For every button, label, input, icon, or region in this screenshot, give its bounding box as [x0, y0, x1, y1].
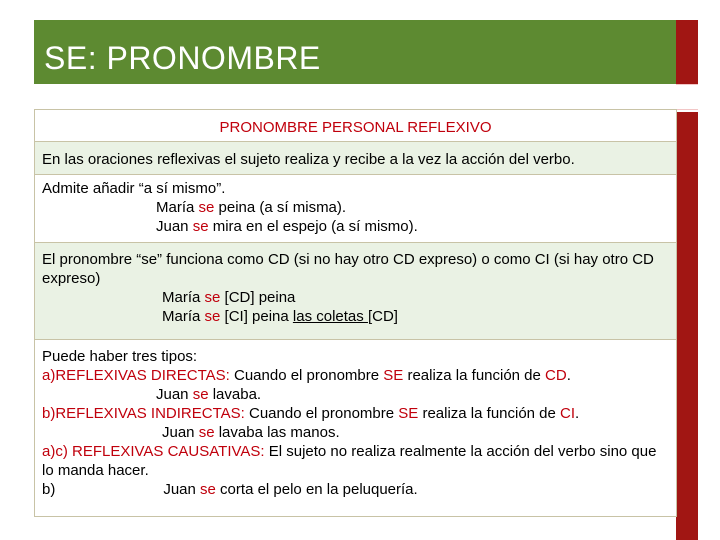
- example-text: María: [162, 308, 205, 325]
- tipo-b: [42, 404, 669, 423]
- content-table: [34, 109, 677, 517]
- example-text: Juan: [156, 218, 193, 235]
- example-text: lavaba.: [208, 386, 262, 403]
- admite-row: [35, 175, 676, 243]
- admite-example-1: [42, 198, 669, 217]
- tipo-text: Cuando el pronombre: [229, 367, 384, 384]
- table-header-row: [35, 110, 676, 142]
- underlined-text: las coletas: [292, 308, 368, 325]
- example-text: Juan: [163, 481, 201, 498]
- example-text: [CI] peina: [220, 308, 293, 325]
- slide-title: SE: PRONOMBRE: [44, 40, 321, 76]
- se-highlight: se: [200, 481, 216, 498]
- tipo-text: realiza la función de: [418, 405, 561, 422]
- table-header: PRONOMBRE PERSONAL REFLEXIVO: [219, 119, 492, 136]
- se-highlight: se: [204, 308, 221, 325]
- tipo-label: a)REFLEXIVAS DIRECTAS:: [42, 367, 230, 384]
- right-red-block-bottom: [676, 112, 698, 540]
- tipo-b-example: [42, 423, 669, 442]
- tipos-row: [35, 340, 676, 516]
- tipos-intro: Puede haber tres tipos:: [42, 348, 198, 365]
- example-text: [CD]: [367, 308, 398, 325]
- tipo-a: [42, 366, 669, 385]
- tipo-label: a)c) REFLEXIVAS CAUSATIVAS:: [42, 443, 265, 460]
- example-text: lavaba las manos.: [214, 424, 340, 441]
- funciona-example-2: [42, 307, 669, 326]
- tipo-text: .: [566, 367, 571, 384]
- example-text: Juan: [156, 386, 193, 403]
- definition-text: En las oraciones reflexivas el sujeto realiza y recibe a la vez la acción del verbo.: [42, 151, 575, 168]
- example-text: María: [156, 199, 199, 216]
- tipo-text: Cuando el pronombre: [244, 405, 399, 422]
- example-text: mira en el espejo (a sí mismo).: [208, 218, 418, 235]
- definition-row: [35, 142, 676, 175]
- se-highlight: SE: [383, 367, 404, 384]
- example-label: b): [42, 481, 56, 498]
- admite-example-2: [42, 217, 669, 236]
- funciona-example-1: [42, 288, 669, 307]
- example-text: corta el pelo en la peluquería.: [215, 481, 418, 498]
- tipo-text: .: [575, 405, 580, 422]
- admite-intro: Admite añadir “a sí mismo”.: [42, 180, 226, 197]
- se-highlight: se: [204, 289, 221, 306]
- tipo-c: [42, 442, 669, 480]
- function-highlight: CD: [545, 367, 567, 384]
- example-text: María: [162, 289, 205, 306]
- se-highlight: se: [192, 386, 209, 403]
- example-text: peina (a sí misma).: [214, 199, 347, 216]
- funciona-row: [35, 243, 676, 340]
- right-divider-line: [676, 84, 698, 85]
- tipo-c-example: [42, 480, 669, 499]
- function-highlight: CI: [560, 405, 576, 422]
- funciona-intro: El pronombre “se” funciona como CD (si no hay otro CD expreso) o como CI (si hay otro CD expreso): [42, 251, 654, 287]
- se-highlight: se: [192, 218, 209, 235]
- right-divider-line-2: [676, 109, 698, 110]
- se-highlight: se: [198, 424, 215, 441]
- example-text: [CD] peina: [220, 289, 296, 306]
- right-red-block-top: [676, 20, 698, 84]
- se-highlight: SE: [398, 405, 419, 422]
- tipo-text: El sujeto no realiza realmente la acción del verbo sino que lo manda hacer.: [42, 443, 657, 479]
- example-text: Juan: [162, 424, 199, 441]
- tipo-text: realiza la función de: [403, 367, 546, 384]
- se-highlight: se: [198, 199, 215, 216]
- tipo-label: b)REFLEXIVAS INDIRECTAS:: [42, 405, 245, 422]
- tipo-a-example: [42, 385, 669, 404]
